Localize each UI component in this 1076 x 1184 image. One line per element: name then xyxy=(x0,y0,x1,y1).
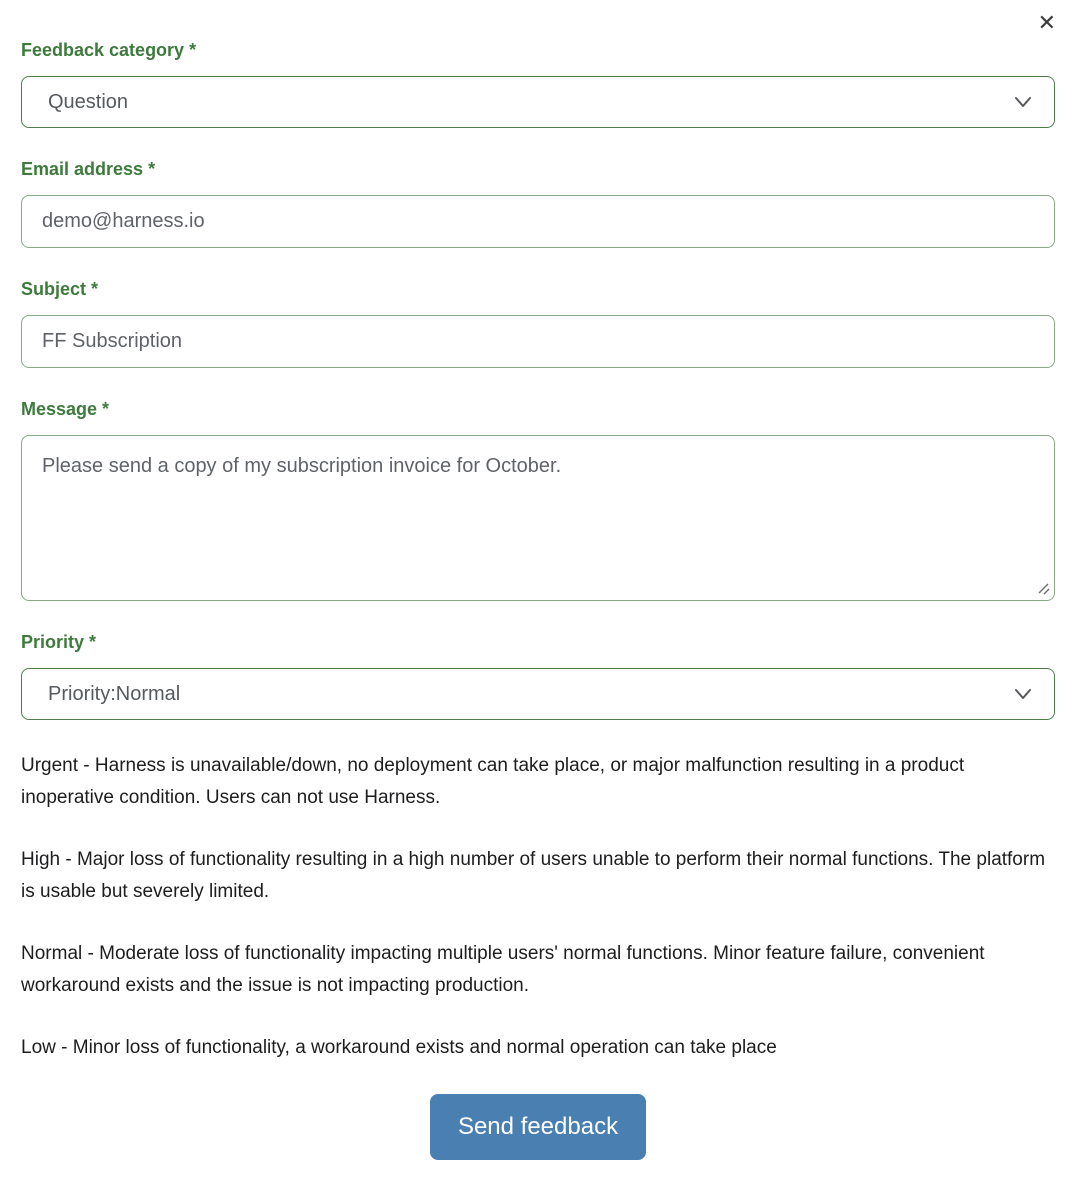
priority-description-urgent: Urgent - Harness is unavailable/down, no deployment can take place, or major malfunction resulting in a product inoperative condition. Users can not use Harness. xyxy=(21,755,965,808)
message-textarea-wrap xyxy=(21,435,1055,601)
priority-description-normal: Normal - Moderate loss of functionality impacting multiple users' normal functions. Minor feature failure, convenient workaround exists and the issue is not impacting production. xyxy=(21,943,985,996)
email-address-label: Email address * xyxy=(21,159,156,179)
resize-handle-icon[interactable] xyxy=(1037,582,1051,596)
priority-value: Priority:Normal xyxy=(48,682,181,705)
send-feedback-button[interactable]: Send feedback xyxy=(430,1094,646,1160)
message-textarea[interactable] xyxy=(21,435,1055,601)
priority-description-high: High - Major loss of functionality resulting in a high number of users unable to perform their normal functions. The platform is usable but severely limited. xyxy=(21,849,1046,902)
button-row xyxy=(21,1094,1055,1160)
feedback-category-select[interactable] xyxy=(21,76,1055,128)
priority-label: Priority * xyxy=(21,632,97,652)
subject-input[interactable] xyxy=(21,315,1055,368)
feedback-category-label: Feedback category * xyxy=(21,40,197,60)
email-input[interactable] xyxy=(21,195,1055,248)
subject-label: Subject * xyxy=(21,279,99,299)
feedback-category-value: Question xyxy=(48,90,129,113)
priority-select[interactable] xyxy=(21,668,1055,720)
chevron-down-icon xyxy=(1012,91,1034,113)
close-icon[interactable]: ✕ xyxy=(1034,10,1060,36)
priority-description-low: Low - Minor loss of functionality, a workaround exists and normal operation can take place xyxy=(21,1037,777,1058)
chevron-down-icon xyxy=(1012,683,1034,705)
message-label: Message * xyxy=(21,399,110,419)
